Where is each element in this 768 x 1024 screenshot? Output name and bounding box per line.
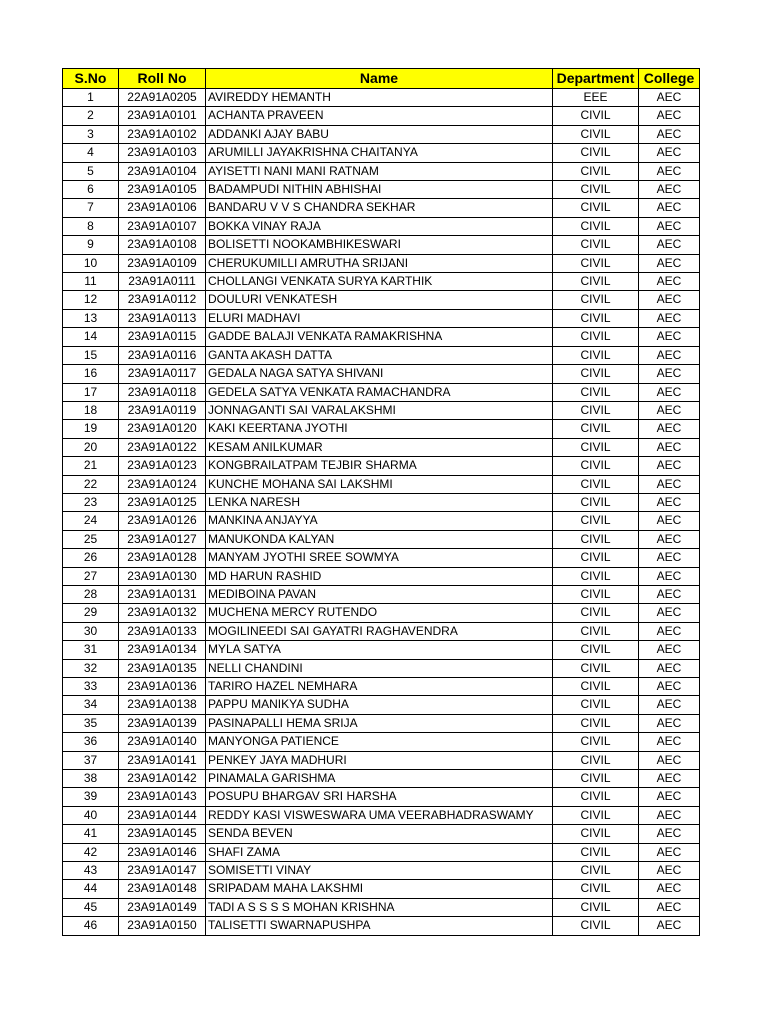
department-cell: CIVIL [553, 585, 639, 603]
college-cell: AEC [639, 475, 700, 493]
name-cell: BOLISETTI NOOKAMBHIKESWARI [206, 236, 553, 254]
column-header-college: College [639, 69, 700, 89]
sno-cell: 9 [63, 236, 119, 254]
college-cell: AEC [639, 862, 700, 880]
department-cell: CIVIL [553, 346, 639, 364]
table-row [63, 438, 700, 456]
sno-cell: 12 [63, 291, 119, 309]
roll-no-cell: 23A91A0149 [119, 898, 206, 916]
name-cell: PENKEY JAYA MADHURI [206, 751, 553, 769]
college-cell: AEC [639, 806, 700, 824]
table-row [63, 512, 700, 530]
name-cell: SENDA BEVEN [206, 825, 553, 843]
name-cell: JONNAGANTI SAI VARALAKSHMI [206, 401, 553, 419]
sno-cell: 46 [63, 917, 119, 935]
roll-no-cell: 23A91A0128 [119, 549, 206, 567]
table-row [63, 880, 700, 898]
department-cell: CIVIL [553, 788, 639, 806]
roll-no-cell: 23A91A0145 [119, 825, 206, 843]
sno-cell: 31 [63, 641, 119, 659]
department-cell: CIVIL [553, 328, 639, 346]
sno-cell: 36 [63, 733, 119, 751]
sno-cell: 41 [63, 825, 119, 843]
roll-no-cell: 23A91A0127 [119, 530, 206, 548]
sno-cell: 18 [63, 401, 119, 419]
name-cell: MANYONGA PATIENCE [206, 733, 553, 751]
department-cell: CIVIL [553, 512, 639, 530]
table-row [63, 273, 700, 291]
table-row [63, 401, 700, 419]
department-cell: CIVIL [553, 549, 639, 567]
roll-no-cell: 23A91A0119 [119, 401, 206, 419]
sno-cell: 19 [63, 420, 119, 438]
sno-cell: 32 [63, 659, 119, 677]
college-cell: AEC [639, 512, 700, 530]
sno-cell: 39 [63, 788, 119, 806]
table-row [63, 843, 700, 861]
college-cell: AEC [639, 530, 700, 548]
sno-cell: 21 [63, 457, 119, 475]
sno-cell: 10 [63, 254, 119, 272]
table-row [63, 420, 700, 438]
college-cell: AEC [639, 567, 700, 585]
table-row [63, 567, 700, 585]
roll-no-cell: 23A91A0106 [119, 199, 206, 217]
department-cell: CIVIL [553, 438, 639, 456]
name-cell: ARUMILLI JAYAKRISHNA CHAITANYA [206, 144, 553, 162]
roll-no-cell: 23A91A0117 [119, 365, 206, 383]
college-cell: AEC [639, 291, 700, 309]
sno-cell: 29 [63, 604, 119, 622]
college-cell: AEC [639, 144, 700, 162]
name-cell: MANUKONDA KALYAN [206, 530, 553, 548]
sno-cell: 37 [63, 751, 119, 769]
college-cell: AEC [639, 604, 700, 622]
table-row [63, 291, 700, 309]
table-row [63, 107, 700, 125]
department-cell: CIVIL [553, 641, 639, 659]
college-cell: AEC [639, 549, 700, 567]
sno-cell: 26 [63, 549, 119, 567]
college-cell: AEC [639, 898, 700, 916]
table-row [63, 89, 700, 107]
table-row [63, 328, 700, 346]
roll-no-cell: 23A91A0139 [119, 714, 206, 732]
header-row [63, 69, 700, 89]
college-cell: AEC [639, 365, 700, 383]
roll-no-cell: 23A91A0107 [119, 217, 206, 235]
name-cell: KUNCHE MOHANA SAI LAKSHMI [206, 475, 553, 493]
roll-no-cell: 23A91A0118 [119, 383, 206, 401]
table-row [63, 309, 700, 327]
name-cell: GEDELA SATYA VENKATA RAMACHANDRA [206, 383, 553, 401]
department-cell: CIVIL [553, 678, 639, 696]
name-cell: MYLA SATYA [206, 641, 553, 659]
college-cell: AEC [639, 273, 700, 291]
college-cell: AEC [639, 714, 700, 732]
roll-no-cell: 23A91A0124 [119, 475, 206, 493]
college-cell: AEC [639, 309, 700, 327]
roll-no-cell: 23A91A0142 [119, 770, 206, 788]
college-cell: AEC [639, 622, 700, 640]
table-row [63, 457, 700, 475]
table-row [63, 549, 700, 567]
sno-cell: 34 [63, 696, 119, 714]
department-cell: CIVIL [553, 365, 639, 383]
sno-cell: 38 [63, 770, 119, 788]
name-cell: KESAM ANILKUMAR [206, 438, 553, 456]
name-cell: BADAMPUDI NITHIN ABHISHAI [206, 181, 553, 199]
roll-no-cell: 23A91A0146 [119, 843, 206, 861]
table-row [63, 751, 700, 769]
sno-cell: 30 [63, 622, 119, 640]
name-cell: POSUPU BHARGAV SRI HARSHA [206, 788, 553, 806]
college-cell: AEC [639, 401, 700, 419]
name-cell: GANTA AKASH DATTA [206, 346, 553, 364]
sno-cell: 16 [63, 365, 119, 383]
department-cell: CIVIL [553, 898, 639, 916]
name-cell: MEDIBOINA PAVAN [206, 585, 553, 603]
roll-no-cell: 23A91A0140 [119, 733, 206, 751]
name-cell: MUCHENA MERCY RUTENDO [206, 604, 553, 622]
department-cell: CIVIL [553, 273, 639, 291]
table-row [63, 825, 700, 843]
department-cell: CIVIL [553, 162, 639, 180]
table-row [63, 898, 700, 916]
college-cell: AEC [639, 199, 700, 217]
sno-cell: 23 [63, 493, 119, 511]
roll-no-cell: 23A91A0136 [119, 678, 206, 696]
department-cell: CIVIL [553, 457, 639, 475]
sno-cell: 43 [63, 862, 119, 880]
table-row [63, 254, 700, 272]
college-cell: AEC [639, 181, 700, 199]
name-cell: REDDY KASI VISWESWARA UMA VEERABHADRASWAMY [206, 806, 553, 824]
table-body [63, 89, 700, 936]
table-row [63, 162, 700, 180]
column-header-sno: S.No [63, 69, 119, 89]
department-cell: CIVIL [553, 806, 639, 824]
college-cell: AEC [639, 254, 700, 272]
roll-no-cell: 23A91A0105 [119, 181, 206, 199]
roll-no-cell: 23A91A0125 [119, 493, 206, 511]
sno-cell: 25 [63, 530, 119, 548]
name-cell: MANYAM JYOTHI SREE SOWMYA [206, 549, 553, 567]
department-cell: CIVIL [553, 199, 639, 217]
department-cell: EEE [553, 89, 639, 107]
sno-cell: 33 [63, 678, 119, 696]
sno-cell: 28 [63, 585, 119, 603]
roll-no-cell: 23A91A0104 [119, 162, 206, 180]
roll-no-cell: 23A91A0141 [119, 751, 206, 769]
name-cell: NELLI CHANDINI [206, 659, 553, 677]
roll-no-cell: 23A91A0132 [119, 604, 206, 622]
name-cell: BOKKA VINAY RAJA [206, 217, 553, 235]
roll-no-cell: 23A91A0115 [119, 328, 206, 346]
college-cell: AEC [639, 438, 700, 456]
college-cell: AEC [639, 788, 700, 806]
sno-cell: 45 [63, 898, 119, 916]
college-cell: AEC [639, 880, 700, 898]
department-cell: CIVIL [553, 604, 639, 622]
college-cell: AEC [639, 825, 700, 843]
department-cell: CIVIL [553, 733, 639, 751]
college-cell: AEC [639, 751, 700, 769]
table-row [63, 806, 700, 824]
sno-cell: 42 [63, 843, 119, 861]
name-cell: GADDE BALAJI VENKATA RAMAKRISHNA [206, 328, 553, 346]
name-cell: GEDALA NAGA SATYA SHIVANI [206, 365, 553, 383]
department-cell: CIVIL [553, 383, 639, 401]
roll-no-cell: 23A91A0113 [119, 309, 206, 327]
name-cell: CHOLLANGI VENKATA SURYA KARTHIK [206, 273, 553, 291]
name-cell: SHAFI ZAMA [206, 843, 553, 861]
roll-no-cell: 23A91A0101 [119, 107, 206, 125]
table-row [63, 365, 700, 383]
roll-no-cell: 23A91A0112 [119, 291, 206, 309]
roll-no-cell: 23A91A0120 [119, 420, 206, 438]
sno-cell: 7 [63, 199, 119, 217]
department-cell: CIVIL [553, 622, 639, 640]
name-cell: KAKI KEERTANA JYOTHI [206, 420, 553, 438]
college-cell: AEC [639, 328, 700, 346]
department-cell: CIVIL [553, 530, 639, 548]
sno-cell: 20 [63, 438, 119, 456]
table-row [63, 862, 700, 880]
department-cell: CIVIL [553, 181, 639, 199]
college-cell: AEC [639, 917, 700, 935]
department-cell: CIVIL [553, 659, 639, 677]
table-row [63, 696, 700, 714]
table-row [63, 714, 700, 732]
department-cell: CIVIL [553, 567, 639, 585]
college-cell: AEC [639, 457, 700, 475]
college-cell: AEC [639, 217, 700, 235]
college-cell: AEC [639, 733, 700, 751]
name-cell: TALISETTI SWARNAPUSHPA [206, 917, 553, 935]
name-cell: BANDARU V V S CHANDRA SEKHAR [206, 199, 553, 217]
college-cell: AEC [639, 89, 700, 107]
college-cell: AEC [639, 236, 700, 254]
sno-cell: 4 [63, 144, 119, 162]
table-row [63, 493, 700, 511]
department-cell: CIVIL [553, 291, 639, 309]
sno-cell: 11 [63, 273, 119, 291]
sno-cell: 14 [63, 328, 119, 346]
roll-no-cell: 23A91A0131 [119, 585, 206, 603]
department-cell: CIVIL [553, 125, 639, 143]
table-row [63, 788, 700, 806]
name-cell: MOGILINEEDI SAI GAYATRI RAGHAVENDRA [206, 622, 553, 640]
name-cell: AVIREDDY HEMANTH [206, 89, 553, 107]
department-cell: CIVIL [553, 420, 639, 438]
department-cell: CIVIL [553, 862, 639, 880]
college-cell: AEC [639, 678, 700, 696]
table-row [63, 346, 700, 364]
department-cell: CIVIL [553, 144, 639, 162]
sno-cell: 40 [63, 806, 119, 824]
name-cell: LENKA NARESH [206, 493, 553, 511]
department-cell: CIVIL [553, 254, 639, 272]
sno-cell: 2 [63, 107, 119, 125]
name-cell: SOMISETTI VINAY [206, 862, 553, 880]
department-cell: CIVIL [553, 714, 639, 732]
table-row [63, 604, 700, 622]
college-cell: AEC [639, 162, 700, 180]
department-cell: CIVIL [553, 401, 639, 419]
department-cell: CIVIL [553, 825, 639, 843]
table-row [63, 181, 700, 199]
department-cell: CIVIL [553, 309, 639, 327]
department-cell: CIVIL [553, 843, 639, 861]
department-cell: CIVIL [553, 493, 639, 511]
roll-no-cell: 23A91A0144 [119, 806, 206, 824]
sno-cell: 1 [63, 89, 119, 107]
table-row [63, 236, 700, 254]
department-cell: CIVIL [553, 217, 639, 235]
department-cell: CIVIL [553, 696, 639, 714]
name-cell: DOULURI VENKATESH [206, 291, 553, 309]
roll-no-cell: 22A91A0205 [119, 89, 206, 107]
college-cell: AEC [639, 346, 700, 364]
column-header-name: Name [206, 69, 553, 89]
student-list-table [62, 68, 700, 936]
table-row [63, 475, 700, 493]
roll-no-cell: 23A91A0148 [119, 880, 206, 898]
name-cell: ACHANTA PRAVEEN [206, 107, 553, 125]
name-cell: ADDANKI AJAY BABU [206, 125, 553, 143]
roll-no-cell: 23A91A0116 [119, 346, 206, 364]
sno-cell: 22 [63, 475, 119, 493]
table-row [63, 144, 700, 162]
table-row [63, 659, 700, 677]
column-header-department: Department [553, 69, 639, 89]
table-row [63, 199, 700, 217]
table-row [63, 530, 700, 548]
college-cell: AEC [639, 659, 700, 677]
name-cell: CHERUKUMILLI AMRUTHA SRIJANI [206, 254, 553, 272]
table-row [63, 678, 700, 696]
roll-no-cell: 23A91A0135 [119, 659, 206, 677]
college-cell: AEC [639, 770, 700, 788]
college-cell: AEC [639, 585, 700, 603]
name-cell: KONGBRAILATPAM TEJBIR SHARMA [206, 457, 553, 475]
roll-no-cell: 23A91A0138 [119, 696, 206, 714]
table-row [63, 641, 700, 659]
roll-no-cell: 23A91A0133 [119, 622, 206, 640]
name-cell: PAPPU MANIKYA SUDHA [206, 696, 553, 714]
name-cell: MD HARUN RASHID [206, 567, 553, 585]
sno-cell: 5 [63, 162, 119, 180]
table-row [63, 383, 700, 401]
table-row [63, 770, 700, 788]
college-cell: AEC [639, 641, 700, 659]
college-cell: AEC [639, 843, 700, 861]
department-cell: CIVIL [553, 917, 639, 935]
name-cell: AYISETTI NANI MANI RATNAM [206, 162, 553, 180]
roll-no-cell: 23A91A0102 [119, 125, 206, 143]
roll-no-cell: 23A91A0122 [119, 438, 206, 456]
sno-cell: 27 [63, 567, 119, 585]
name-cell: PINAMALA GARISHMA [206, 770, 553, 788]
college-cell: AEC [639, 420, 700, 438]
sno-cell: 44 [63, 880, 119, 898]
sno-cell: 3 [63, 125, 119, 143]
name-cell: TADI A S S S S MOHAN KRISHNA [206, 898, 553, 916]
column-header-roll-no: Roll No [119, 69, 206, 89]
department-cell: CIVIL [553, 751, 639, 769]
name-cell: PASINAPALLI HEMA SRIJA [206, 714, 553, 732]
department-cell: CIVIL [553, 236, 639, 254]
roll-no-cell: 23A91A0111 [119, 273, 206, 291]
table-row [63, 125, 700, 143]
roll-no-cell: 23A91A0103 [119, 144, 206, 162]
sno-cell: 35 [63, 714, 119, 732]
sno-cell: 6 [63, 181, 119, 199]
roll-no-cell: 23A91A0143 [119, 788, 206, 806]
sno-cell: 24 [63, 512, 119, 530]
roll-no-cell: 23A91A0130 [119, 567, 206, 585]
name-cell: SRIPADAM MAHA LAKSHMI [206, 880, 553, 898]
roll-no-cell: 23A91A0147 [119, 862, 206, 880]
roll-no-cell: 23A91A0109 [119, 254, 206, 272]
department-cell: CIVIL [553, 880, 639, 898]
college-cell: AEC [639, 696, 700, 714]
department-cell: CIVIL [553, 475, 639, 493]
roll-no-cell: 23A91A0150 [119, 917, 206, 935]
college-cell: AEC [639, 493, 700, 511]
table-row [63, 217, 700, 235]
table-row [63, 733, 700, 751]
department-cell: CIVIL [553, 770, 639, 788]
table-row [63, 622, 700, 640]
department-cell: CIVIL [553, 107, 639, 125]
sno-cell: 15 [63, 346, 119, 364]
roll-no-cell: 23A91A0134 [119, 641, 206, 659]
college-cell: AEC [639, 383, 700, 401]
name-cell: ELURI MADHAVI [206, 309, 553, 327]
college-cell: AEC [639, 107, 700, 125]
table-row [63, 585, 700, 603]
roll-no-cell: 23A91A0126 [119, 512, 206, 530]
sno-cell: 8 [63, 217, 119, 235]
roll-no-cell: 23A91A0123 [119, 457, 206, 475]
roll-no-cell: 23A91A0108 [119, 236, 206, 254]
name-cell: TARIRO HAZEL NEMHARA [206, 678, 553, 696]
sno-cell: 13 [63, 309, 119, 327]
name-cell: MANKINA ANJAYYA [206, 512, 553, 530]
college-cell: AEC [639, 125, 700, 143]
sno-cell: 17 [63, 383, 119, 401]
table-row [63, 917, 700, 935]
